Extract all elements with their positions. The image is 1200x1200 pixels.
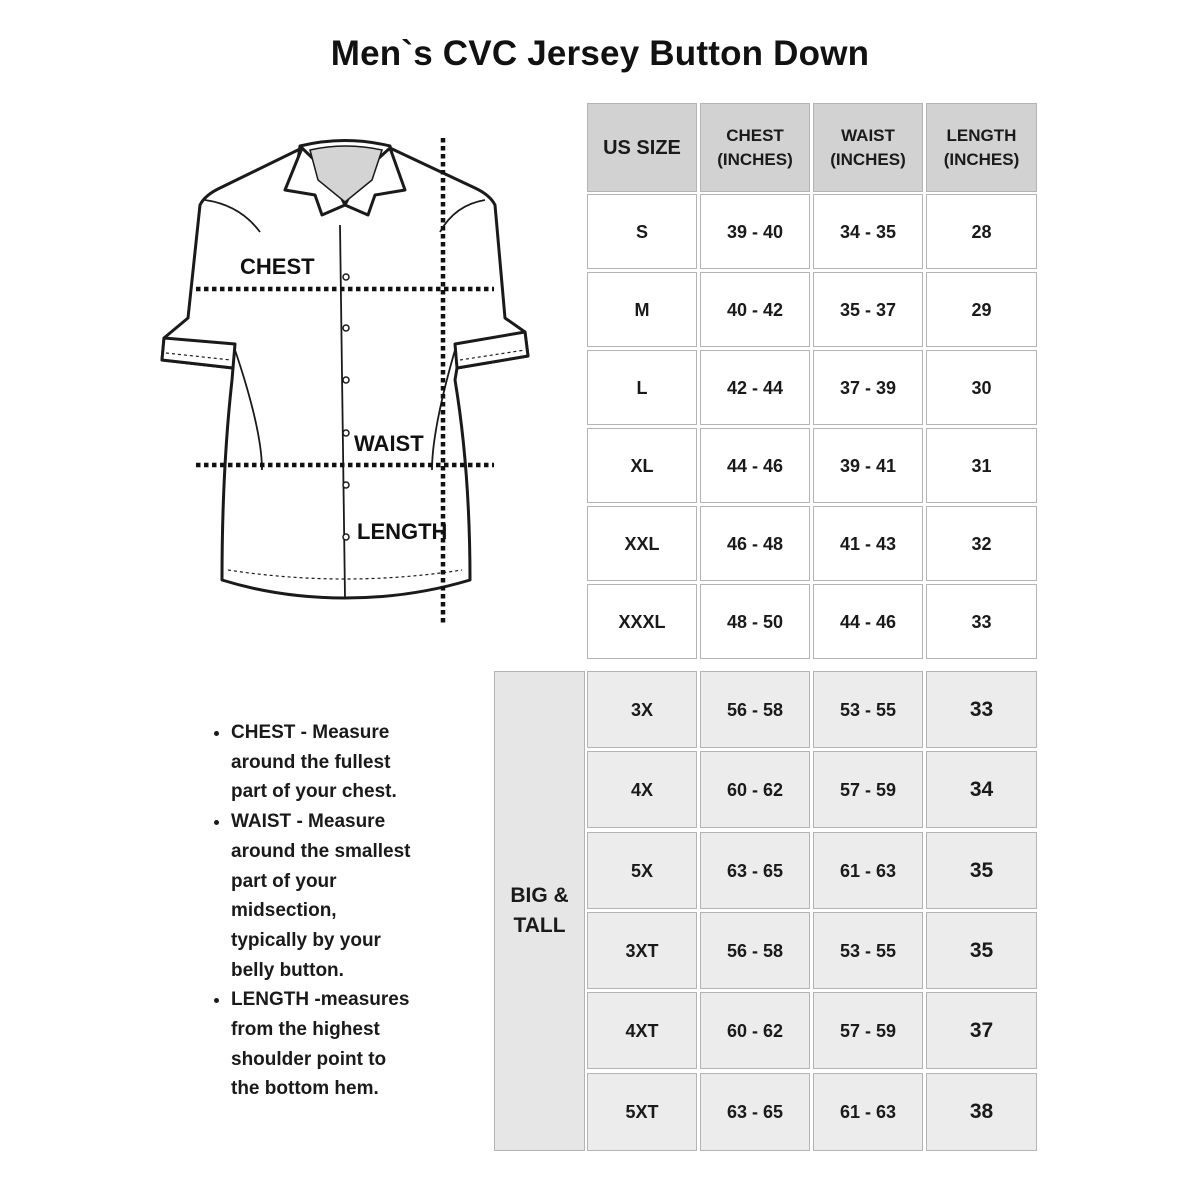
length-cell: 28 [926, 194, 1037, 269]
waist-cell: 57 - 59 [813, 751, 923, 828]
header-waist: WAIST (INCHES) [813, 103, 923, 192]
waist-cell: 57 - 59 [813, 992, 923, 1069]
header-us-size: US SIZE [587, 103, 697, 192]
chest-cell: 60 - 62 [700, 751, 810, 828]
note-chest: • CHEST - Measure around the fullest part of your chest. [231, 718, 481, 807]
length-cell: 35 [926, 912, 1037, 989]
waist-cell: 53 - 55 [813, 912, 923, 989]
length-cell: 30 [926, 350, 1037, 425]
waist-cell: 61 - 63 [813, 1073, 923, 1151]
waist-cell: 53 - 55 [813, 671, 923, 748]
size-cell: 5X [587, 832, 697, 909]
chest-cell: 63 - 65 [700, 832, 810, 909]
header-chest: CHEST (INCHES) [700, 103, 810, 192]
chest-cell: 56 - 58 [700, 912, 810, 989]
size-cell: 3X [587, 671, 697, 748]
length-cell: 31 [926, 428, 1037, 503]
page-title: Men`s CVC Jersey Button Down [330, 34, 870, 73]
waist-cell: 41 - 43 [813, 506, 923, 581]
size-cell: S [587, 194, 697, 269]
chest-cell: 56 - 58 [700, 671, 810, 748]
size-cell: XXXL [587, 584, 697, 659]
chest-cell: 44 - 46 [700, 428, 810, 503]
length-label: LENGTH [357, 519, 448, 544]
chest-cell: 60 - 62 [700, 992, 810, 1069]
waist-cell: 37 - 39 [813, 350, 923, 425]
shirt-drawing [0, 0, 600, 660]
big-tall-label: BIG & TALL [494, 671, 585, 1151]
waist-cell: 35 - 37 [813, 272, 923, 347]
size-cell: M [587, 272, 697, 347]
size-cell: L [587, 350, 697, 425]
size-cell: 4XT [587, 992, 697, 1069]
chest-cell: 40 - 42 [700, 272, 810, 347]
note-length: • LENGTH -measures from the highest shoulder point to the bottom hem. [231, 985, 481, 1104]
length-cell: 34 [926, 751, 1037, 828]
waist-cell: 34 - 35 [813, 194, 923, 269]
size-cell: XXL [587, 506, 697, 581]
waist-cell: 44 - 46 [813, 584, 923, 659]
length-cell: 33 [926, 584, 1037, 659]
chest-label: CHEST [240, 254, 315, 279]
length-cell: 37 [926, 992, 1037, 1069]
length-cell: 32 [926, 506, 1037, 581]
waist-cell: 39 - 41 [813, 428, 923, 503]
waist-cell: 61 - 63 [813, 832, 923, 909]
chest-cell: 63 - 65 [700, 1073, 810, 1151]
length-cell: 35 [926, 832, 1037, 909]
length-cell: 33 [926, 671, 1037, 748]
measurement-notes [205, 718, 481, 1104]
chest-cell: 46 - 48 [700, 506, 810, 581]
chest-cell: 39 - 40 [700, 194, 810, 269]
chest-cell: 42 - 44 [700, 350, 810, 425]
size-cell: XL [587, 428, 697, 503]
header-length: LENGTH (INCHES) [926, 103, 1037, 192]
length-cell: 29 [926, 272, 1037, 347]
waist-label: WAIST [354, 431, 424, 456]
size-cell: 5XT [587, 1073, 697, 1151]
chest-cell: 48 - 50 [700, 584, 810, 659]
length-cell: 38 [926, 1073, 1037, 1151]
note-waist: • WAIST - Measure around the smallest part of your midsection, typically by your belly button. [231, 807, 481, 985]
size-cell: 3XT [587, 912, 697, 989]
size-cell: 4X [587, 751, 697, 828]
